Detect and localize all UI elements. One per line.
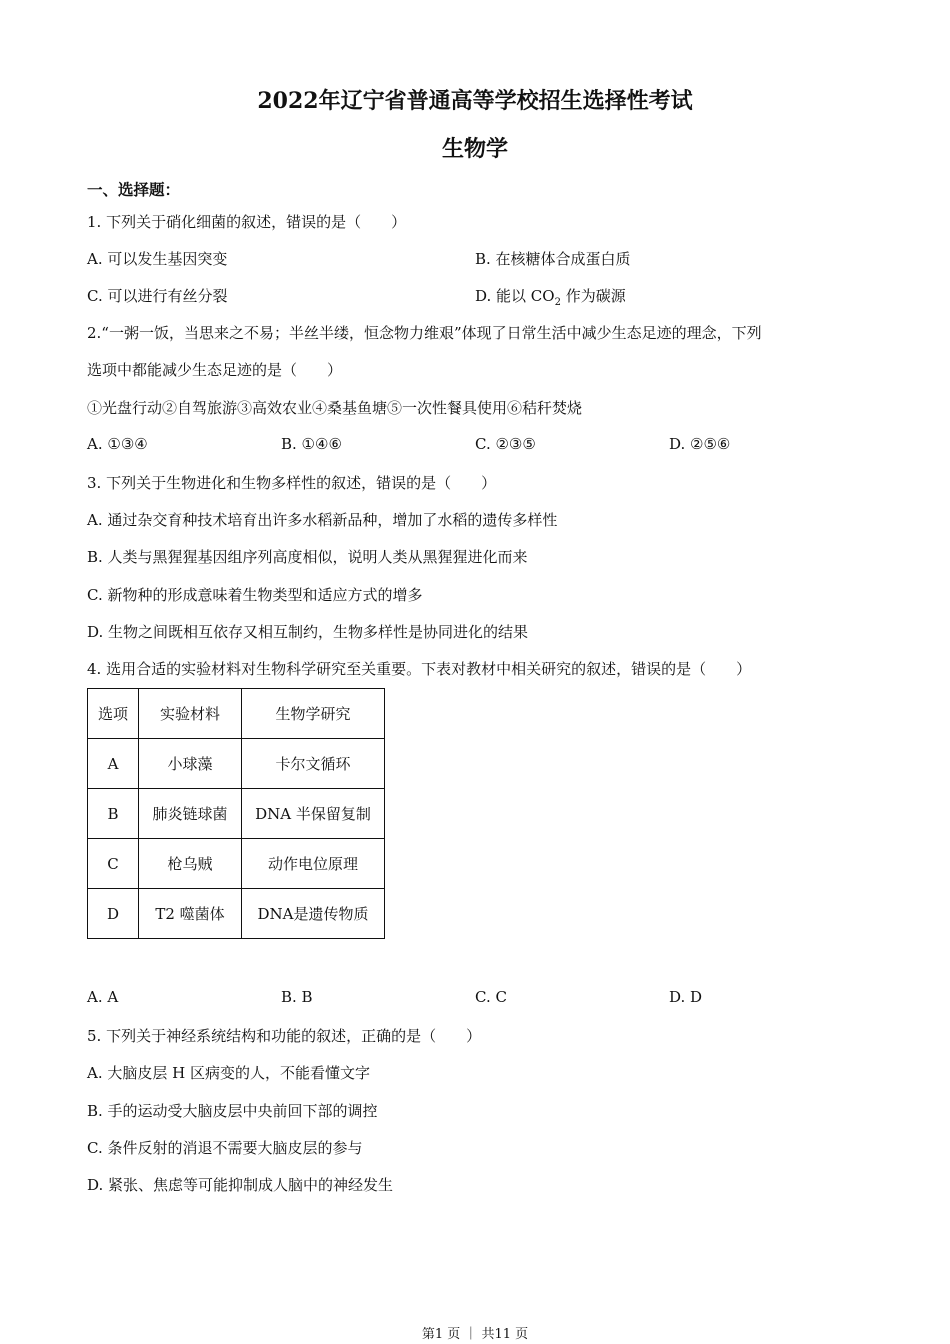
question-2-stem-line2: 选项中都能减少生态足迹的是（ ） [87,361,343,379]
question-4-option-d: D. D [669,988,703,1006]
question-2-option-c: C. ②③⑤ [475,435,536,453]
question-3-stem: 3. 下列关于生物进化和生物多样性的叙述，错误的是（ ） [87,474,497,492]
question-2-option-b: B. ①④⑥ [281,435,342,453]
question-3-option-b: B. 人类与黑猩猩基因组序列高度相似，说明人类从黑猩猩进化而来 [87,548,528,566]
table-cell: 肺炎链球菌 [139,789,242,839]
table-header-cell: 实验材料 [139,689,242,739]
question-1-option-d [475,285,626,308]
table-cell: DNA 半保留复制 [242,789,385,839]
table-row [88,739,385,789]
question-3-option-c: C. 新物种的形成意味着生物类型和适应方式的增多 [87,586,423,604]
table-row [88,789,385,839]
question-1-stem: 1. 下列关于硝化细菌的叙述，错误的是（ ） [87,213,407,231]
page-footer: 第1 页 ｜ 共11 页 [421,1327,529,1342]
question-2-option-a: A. ①③④ [87,435,148,453]
question-2-option-d: D. ②⑤⑥ [669,435,731,453]
option-d-text-post: 作为碳源 [560,287,626,305]
table-header-cell: 选项 [88,689,139,739]
question-4-stem: 4. 选用合适的实验材料对生物科学研究至关重要。下表对教材中相关研究的叙述，错误的是（ ） [87,660,752,678]
question-3-option-a: A. 通过杂交育种技术培育出许多水稻新品种，增加了水稻的遗传多样性 [87,511,558,529]
question-1-option-a: A. 可以发生基因突变 [87,250,228,268]
table-cell: 动作电位原理 [242,839,385,889]
table-cell: 小球藻 [139,739,242,789]
table-cell: B [88,789,139,839]
question-4-option-a: A. A [87,988,119,1006]
table-cell: A [88,739,139,789]
table-cell: 卡尔文循环 [242,739,385,789]
option-d-text-pre: D. 能以 CO [475,287,555,305]
question-5-stem: 5. 下列关于神经系统结构和功能的叙述，正确的是（ ） [87,1027,482,1045]
question-4-option-c: C. C [475,988,507,1006]
question-5-option-a: A. 大脑皮层 H 区病变的人，不能看懂文字 [87,1064,370,1082]
table-row [88,839,385,889]
table-row [88,889,385,939]
table-header-cell: 生物学研究 [242,689,385,739]
question-5-option-d: D. 紧张、焦虑等可能抑制成人脑中的神经发生 [87,1176,394,1194]
exam-subject: 生物学 [441,136,508,162]
table-cell: C [88,839,139,889]
section-heading: 一、选择题： [87,180,181,199]
table-cell: DNA是遗传物质 [242,889,385,939]
table-header-row [88,689,385,739]
question-1-option-b: B. 在核糖体合成蛋白质 [475,250,631,268]
question-1-option-c: C. 可以进行有丝分裂 [87,287,228,305]
question-5-option-b: B. 手的运动受大脑皮层中央前回下部的调控 [87,1102,378,1120]
exam-title: 2022年辽宁省普通高等学校招生选择性考试 [257,88,693,114]
question-5-option-c: C. 条件反射的消退不需要大脑皮层的参与 [87,1139,363,1157]
table-cell: T2 噬菌体 [139,889,242,939]
question-2-items: ①光盘行动②自驾旅游③高效农业④桑基鱼塘⑤一次性餐具使用⑥秸秆焚烧 [87,399,583,417]
question-4-option-b: B. B [281,988,313,1006]
co2-subscript: 2 [554,297,561,308]
question-3-option-d: D. 生物之间既相互依存又相互制约，生物多样性是协同进化的结果 [87,623,529,641]
question-2-stem-line1: 2.“一粥一饭，当思来之不易；半丝半缕，恒念物力维艰”体现了日常生活中减少生态足迹的理念，下列 [87,324,762,342]
table-cell: D [88,889,139,939]
materials-table [87,688,385,939]
table-cell: 枪乌贼 [139,839,242,889]
